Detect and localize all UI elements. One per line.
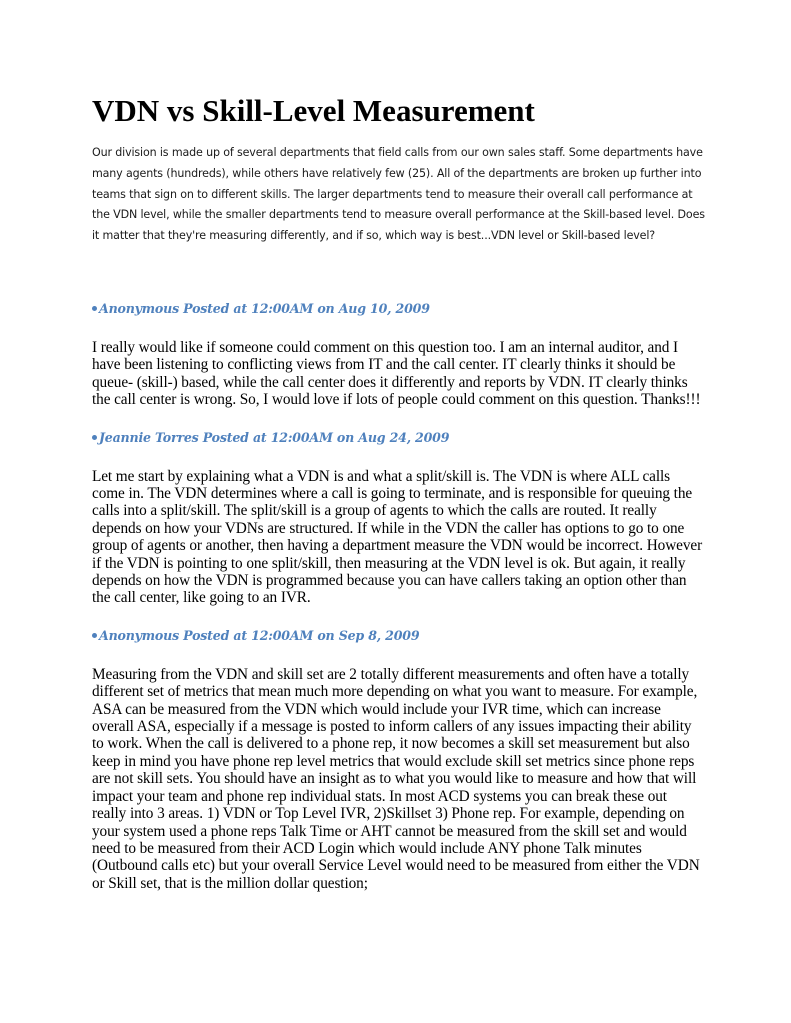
bullet-icon (92, 435, 97, 440)
comment-body: I really would like if someone could comment on this question too. I am an internal auditor, and I have been listening to conflicting views from IT and the call center. IT clearly thinks it should be queue- (skill-) based, while the call center does it differently and reports by VDN. IT clearly thinks the call center is wrong. So, I would love if lots of people could comment on this question. Thanks!!! (92, 338, 701, 409)
comment-item (92, 628, 702, 892)
page-title: VDN vs Skill-Level Measurement (92, 93, 535, 128)
comment-header (92, 430, 702, 446)
comment-author-line: Anonymous Posted at 12:00AM on Aug 10, 2009 (99, 300, 430, 316)
bullet-icon (92, 306, 97, 311)
comment-body: Let me start by explaining what a VDN is and what a split/skill is. The VDN is where ALL calls come in. The VDN determines where a call is going to terminate, and is responsible for queuing the calls into a split/skill. The split/skill is a group of agents to which the calls are routed. It really depends on how your VDNs are structured. If while in the VDN the caller has options to go to one group of agents or another, then having a department measure the VDN would be incorrect. However if the VDN is pointing to one split/skill, then measuring at the VDN level is ok. But again, it really depends on how the VDN is programmed because you can have callers taking an option other than the call center, like going to an IVR. (92, 467, 703, 607)
bullet-icon (92, 633, 97, 638)
question-text: Our division is made up of several departments that field calls from our own sales staff. Some departments have many agents (hundreds), while others have relatively few (25). All of the departments are broken up further into teams that sign on to different skills. The larger departments tend to measure their overall call performance at the VDN level, while the smaller departments tend to measure overall performance at the Skill-based level. Does it matter that they're measuring differently, and if so, which way is best...VDN level or Skill-based level? (92, 146, 705, 243)
comment-item (92, 301, 702, 409)
comment-header (92, 301, 702, 317)
comment-header (92, 628, 702, 644)
comment-item (92, 430, 702, 607)
comment-body: Measuring from the VDN and skill set are 2 totally different measurements and often have a totally different set of metrics that mean much more depending on what you want to measure. For example, ASA can be measured from the VDN which would include your IVR time, which can increase overall ASA, especially if a message is posted to inform callers of any issues impacting their ability to work. When the call is delivered to a phone rep, it now becomes a skill set measurement but also keep in mind you have phone rep level metrics that would exclude skill set metrics since phone reps are not skill sets. You should have an insight as to what you would like to measure and how that will impact your team and phone rep individual stats. In most ACD systems you can break these out really into 3 areas. 1) VDN or Top Level IVR, 2)Skillset 3) Phone rep. For example, depending on your system used a phone reps Talk Time or AHT cannot be measured from the skill set and would need to be measured from their ACD Login which would include ANY phone Talk minutes (Outbound calls etc) but your overall Service Level would need to be measured from either the VDN or Skill set, that is the million dollar question; (92, 665, 700, 892)
comment-author-line: Anonymous Posted at 12:00AM on Sep 8, 2009 (99, 627, 420, 643)
document-content (92, 92, 705, 892)
comment-author-line: Jeannie Torres Posted at 12:00AM on Aug 24, 2009 (99, 429, 450, 445)
